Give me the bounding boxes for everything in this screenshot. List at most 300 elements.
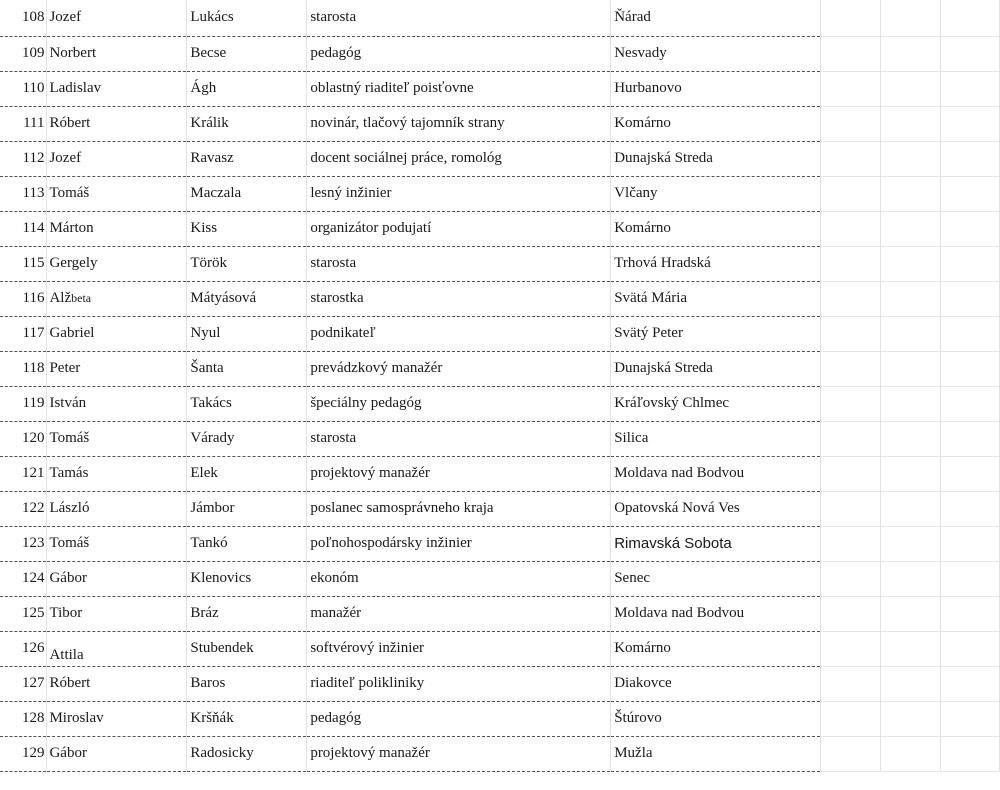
cell-surname-text: Tankó bbox=[190, 535, 228, 551]
empty-cell[interactable] bbox=[821, 211, 881, 246]
empty-cell[interactable] bbox=[941, 106, 1000, 141]
empty-cell[interactable] bbox=[941, 736, 1000, 771]
cell-surname-text: Mátyásová bbox=[190, 290, 257, 306]
cell-surname[interactable] bbox=[187, 701, 307, 736]
cell-given-name-text: Ladislav bbox=[49, 80, 102, 96]
empty-cell[interactable] bbox=[881, 666, 941, 701]
cell-occupation-text: docent sociálnej práce, romológ bbox=[310, 150, 502, 166]
cell-surname[interactable] bbox=[187, 666, 307, 701]
cell-given-name-text: Róbert bbox=[49, 675, 91, 691]
cell-given-name[interactable] bbox=[47, 736, 187, 771]
cell-town[interactable] bbox=[611, 106, 821, 141]
cell-number-text: 120 bbox=[21, 430, 45, 446]
cell-given-name[interactable] bbox=[47, 0, 187, 36]
cell-surname-text: Ágh bbox=[190, 80, 217, 96]
cell-town-text: Rimavská Sobota bbox=[614, 534, 732, 552]
cell-number-text: 116 bbox=[22, 290, 45, 306]
cell-town-text: Hurbanovo bbox=[614, 80, 682, 96]
cell-surname[interactable] bbox=[187, 141, 307, 176]
cell-town[interactable] bbox=[611, 491, 821, 526]
empty-cell[interactable] bbox=[881, 421, 941, 456]
cell-surname[interactable] bbox=[187, 0, 307, 36]
cell-number[interactable] bbox=[0, 71, 47, 106]
empty-cell[interactable] bbox=[821, 421, 881, 456]
cell-number-text: 119 bbox=[22, 395, 45, 411]
cell-number[interactable] bbox=[0, 631, 47, 666]
cell-occupation[interactable] bbox=[307, 421, 611, 456]
cell-occupation[interactable] bbox=[307, 106, 611, 141]
cell-surname[interactable] bbox=[187, 386, 307, 421]
table-row bbox=[0, 176, 1000, 211]
cell-surname-text: Klenovics bbox=[190, 570, 252, 586]
empty-cell[interactable] bbox=[941, 71, 1000, 106]
cell-occupation[interactable] bbox=[307, 666, 611, 701]
cell-occupation-text: starosta bbox=[310, 9, 357, 26]
cell-occupation-text: manažér bbox=[310, 605, 362, 621]
cell-number[interactable] bbox=[0, 701, 47, 736]
empty-cell[interactable] bbox=[821, 701, 881, 736]
cell-occupation-text: softvérový inžinier bbox=[310, 640, 425, 656]
cell-given-name-text: Attila bbox=[49, 647, 84, 663]
cell-number-text: 122 bbox=[21, 500, 45, 516]
cell-number[interactable] bbox=[0, 211, 47, 246]
table-row bbox=[0, 631, 1000, 666]
empty-cell[interactable] bbox=[941, 316, 1000, 351]
empty-cell[interactable] bbox=[881, 456, 941, 491]
cell-occupation-text: starostka bbox=[310, 290, 364, 306]
empty-cell[interactable] bbox=[821, 141, 881, 176]
cell-number-text: 124 bbox=[21, 570, 45, 586]
empty-cell[interactable] bbox=[881, 386, 941, 421]
cell-surname[interactable] bbox=[187, 351, 307, 386]
empty-cell[interactable] bbox=[821, 0, 881, 36]
empty-cell[interactable] bbox=[821, 281, 881, 316]
cell-occupation-text: starosta bbox=[310, 430, 357, 446]
cell-surname[interactable] bbox=[187, 281, 307, 316]
empty-cell[interactable] bbox=[881, 701, 941, 736]
empty-cell[interactable] bbox=[821, 386, 881, 421]
cell-occupation[interactable] bbox=[307, 211, 611, 246]
table-row bbox=[0, 36, 1000, 71]
empty-cell[interactable] bbox=[941, 36, 1000, 71]
table-row bbox=[0, 211, 1000, 246]
cell-town-text: Svätý Peter bbox=[614, 325, 683, 341]
cell-given-name-text: Gábor bbox=[49, 745, 87, 761]
cell-town-text: Opatovská Nová Ves bbox=[614, 500, 740, 516]
empty-cell[interactable] bbox=[821, 736, 881, 771]
cell-number[interactable] bbox=[0, 386, 47, 421]
empty-cell[interactable] bbox=[881, 246, 941, 281]
cell-number[interactable] bbox=[0, 106, 47, 141]
cell-town[interactable] bbox=[611, 0, 821, 36]
cell-given-name-text: Tibor bbox=[49, 605, 83, 621]
cell-number-text: 110 bbox=[22, 80, 45, 96]
empty-cell[interactable] bbox=[941, 386, 1000, 421]
cell-occupation[interactable] bbox=[307, 0, 611, 36]
cell-town-text: Moldava nad Bodvou bbox=[614, 465, 745, 481]
cell-number-text: 108 bbox=[21, 9, 45, 26]
cell-surname[interactable] bbox=[187, 36, 307, 71]
cell-given-name[interactable] bbox=[47, 666, 187, 701]
cell-town-text: Trhová Hradská bbox=[614, 255, 711, 271]
cell-town[interactable] bbox=[611, 666, 821, 701]
cell-occupation[interactable] bbox=[307, 36, 611, 71]
table-row bbox=[0, 0, 1000, 36]
cell-occupation-text: organizátor podujatí bbox=[310, 220, 432, 236]
cell-given-name[interactable] bbox=[47, 106, 187, 141]
cell-town[interactable] bbox=[611, 701, 821, 736]
cell-given-name-suffix: beta bbox=[71, 291, 92, 305]
cell-occupation-text: projektový manažér bbox=[310, 465, 430, 481]
cell-occupation-text: podnikateľ bbox=[310, 325, 376, 341]
cell-occupation-text: pedagóg bbox=[310, 710, 362, 726]
empty-cell[interactable] bbox=[881, 0, 941, 36]
cell-town-text: Svätá Mária bbox=[614, 290, 688, 306]
cell-surname-text: Takács bbox=[190, 395, 232, 411]
cell-occupation[interactable] bbox=[307, 456, 611, 491]
cell-town-text: Komárno bbox=[614, 115, 671, 131]
empty-cell[interactable] bbox=[881, 526, 941, 561]
empty-cell[interactable] bbox=[941, 666, 1000, 701]
cell-number[interactable] bbox=[0, 36, 47, 71]
cell-surname-text: Nyul bbox=[190, 325, 221, 341]
empty-cell[interactable] bbox=[941, 141, 1000, 176]
cell-given-name-text: Gábor bbox=[49, 570, 87, 586]
cell-town[interactable] bbox=[611, 596, 821, 631]
cell-occupation[interactable] bbox=[307, 701, 611, 736]
empty-cell[interactable] bbox=[881, 36, 941, 71]
cell-town[interactable] bbox=[611, 71, 821, 106]
cell-occupation-text: ekonóm bbox=[310, 570, 359, 586]
cell-given-name-text: Peter bbox=[49, 360, 81, 376]
cell-town[interactable] bbox=[611, 526, 821, 561]
cell-number[interactable] bbox=[0, 141, 47, 176]
cell-number-text: 126 bbox=[21, 640, 45, 656]
cell-given-name[interactable] bbox=[47, 351, 187, 386]
cell-number-text: 125 bbox=[21, 605, 45, 621]
empty-cell[interactable] bbox=[821, 71, 881, 106]
cell-occupation-text: špeciálny pedagóg bbox=[310, 395, 422, 411]
cell-town[interactable] bbox=[611, 246, 821, 281]
cell-given-name[interactable] bbox=[47, 141, 187, 176]
cell-surname[interactable] bbox=[187, 211, 307, 246]
cell-given-name-text: Tomáš bbox=[49, 535, 90, 551]
cell-given-name[interactable] bbox=[47, 596, 187, 631]
cell-surname-text: Radosicky bbox=[190, 745, 254, 761]
cell-given-name[interactable] bbox=[47, 176, 187, 211]
empty-cell[interactable] bbox=[881, 491, 941, 526]
cell-given-name-text: László bbox=[49, 500, 90, 516]
empty-cell[interactable] bbox=[821, 106, 881, 141]
cell-number[interactable] bbox=[0, 666, 47, 701]
cell-number[interactable] bbox=[0, 316, 47, 351]
table-row bbox=[0, 141, 1000, 176]
empty-cell[interactable] bbox=[881, 596, 941, 631]
empty-cell[interactable] bbox=[941, 176, 1000, 211]
empty-cell[interactable] bbox=[821, 561, 881, 596]
table-row bbox=[0, 491, 1000, 526]
cell-surname-text: Šanta bbox=[190, 360, 224, 376]
empty-cell[interactable] bbox=[881, 281, 941, 316]
empty-cell[interactable] bbox=[941, 246, 1000, 281]
cell-given-name-text: Gergely bbox=[49, 255, 98, 271]
cell-town-text: Dunajská Streda bbox=[614, 360, 713, 376]
cell-given-name[interactable] bbox=[47, 281, 187, 316]
cell-number-text: 123 bbox=[21, 535, 45, 551]
cell-occupation[interactable] bbox=[307, 71, 611, 106]
cell-occupation[interactable] bbox=[307, 491, 611, 526]
cell-town-text: Komárno bbox=[614, 640, 671, 656]
empty-cell[interactable] bbox=[941, 351, 1000, 386]
cell-given-name[interactable] bbox=[47, 386, 187, 421]
cell-number[interactable] bbox=[0, 456, 47, 491]
cell-number-text: 129 bbox=[21, 745, 45, 761]
table-row bbox=[0, 701, 1000, 736]
cell-town-text: Štúrovo bbox=[614, 710, 662, 726]
empty-cell[interactable] bbox=[821, 456, 881, 491]
cell-town-text: Vlčany bbox=[614, 185, 658, 201]
cell-town[interactable] bbox=[611, 631, 821, 666]
empty-cell[interactable] bbox=[821, 351, 881, 386]
cell-given-name-text: Jozef bbox=[49, 150, 82, 166]
cell-given-name-text: Gabriel bbox=[49, 325, 95, 341]
cell-occupation[interactable] bbox=[307, 351, 611, 386]
cell-surname-text: Baros bbox=[190, 675, 226, 691]
cell-town[interactable] bbox=[611, 36, 821, 71]
cell-number[interactable] bbox=[0, 491, 47, 526]
cell-town[interactable] bbox=[611, 736, 821, 771]
cell-given-name[interactable] bbox=[47, 36, 187, 71]
cell-surname-text: Stubendek bbox=[190, 640, 254, 656]
empty-cell[interactable] bbox=[881, 316, 941, 351]
cell-given-name[interactable] bbox=[47, 631, 187, 666]
cell-surname[interactable] bbox=[187, 596, 307, 631]
cell-surname-text: Lukács bbox=[190, 9, 234, 26]
cell-occupation-text: oblastný riaditeľ poisťovne bbox=[310, 80, 474, 96]
empty-cell[interactable] bbox=[821, 596, 881, 631]
cell-town[interactable] bbox=[611, 316, 821, 351]
cell-surname-text: Török bbox=[190, 255, 228, 271]
cell-number[interactable] bbox=[0, 0, 47, 36]
cell-occupation[interactable] bbox=[307, 281, 611, 316]
cell-occupation[interactable] bbox=[307, 246, 611, 281]
cell-surname[interactable] bbox=[187, 246, 307, 281]
table-row bbox=[0, 246, 1000, 281]
cell-town-text: Ňárad bbox=[614, 9, 651, 26]
cell-surname-text: Kršňák bbox=[190, 710, 234, 726]
empty-cell[interactable] bbox=[821, 316, 881, 351]
cell-occupation[interactable] bbox=[307, 386, 611, 421]
empty-cell[interactable] bbox=[881, 351, 941, 386]
empty-cell[interactable] bbox=[821, 631, 881, 666]
empty-cell[interactable] bbox=[941, 211, 1000, 246]
cell-surname[interactable] bbox=[187, 526, 307, 561]
empty-cell[interactable] bbox=[881, 141, 941, 176]
empty-cell[interactable] bbox=[821, 176, 881, 211]
empty-cell[interactable] bbox=[941, 596, 1000, 631]
table-row bbox=[0, 596, 1000, 631]
cell-occupation[interactable] bbox=[307, 141, 611, 176]
cell-town[interactable] bbox=[611, 211, 821, 246]
table-row bbox=[0, 281, 1000, 316]
cell-given-name[interactable] bbox=[47, 561, 187, 596]
cell-town-text: Moldava nad Bodvou bbox=[614, 605, 745, 621]
empty-cell[interactable] bbox=[821, 666, 881, 701]
cell-surname[interactable] bbox=[187, 631, 307, 666]
cell-occupation-text: starosta bbox=[310, 255, 357, 271]
cell-number[interactable] bbox=[0, 526, 47, 561]
cell-town-text: Senec bbox=[614, 570, 651, 586]
cell-surname[interactable] bbox=[187, 71, 307, 106]
table-row bbox=[0, 666, 1000, 701]
empty-cell[interactable] bbox=[881, 631, 941, 666]
cell-town-text: Kráľovský Chlmec bbox=[614, 395, 730, 411]
cell-occupation-text: projektový manažér bbox=[310, 745, 430, 761]
empty-cell[interactable] bbox=[941, 701, 1000, 736]
cell-occupation-text: poľnohospodársky inžinier bbox=[310, 535, 472, 551]
empty-cell[interactable] bbox=[881, 211, 941, 246]
table-row bbox=[0, 421, 1000, 456]
empty-cell[interactable] bbox=[941, 281, 1000, 316]
cell-surname-text: Králik bbox=[190, 115, 229, 131]
cell-occupation-text: lesný inžinier bbox=[310, 185, 392, 201]
cell-number[interactable] bbox=[0, 351, 47, 386]
cell-surname-text: Maczala bbox=[190, 185, 242, 201]
empty-cell[interactable] bbox=[881, 71, 941, 106]
table-row bbox=[0, 106, 1000, 141]
cell-number-text: 111 bbox=[23, 115, 45, 131]
cell-town[interactable] bbox=[611, 281, 821, 316]
cell-number[interactable] bbox=[0, 176, 47, 211]
cell-occupation[interactable] bbox=[307, 561, 611, 596]
cell-surname[interactable] bbox=[187, 456, 307, 491]
cell-given-name[interactable] bbox=[47, 421, 187, 456]
empty-cell[interactable] bbox=[821, 246, 881, 281]
cell-town-text: Nesvady bbox=[614, 45, 667, 61]
empty-cell[interactable] bbox=[821, 491, 881, 526]
cell-town-text: Diakovce bbox=[614, 675, 672, 691]
cell-town-text: Komárno bbox=[614, 220, 671, 236]
cell-number-text: 117 bbox=[22, 325, 45, 341]
cell-given-name-text: Róbert bbox=[49, 115, 91, 131]
cell-occupation[interactable] bbox=[307, 526, 611, 561]
cell-town-text: Silica bbox=[614, 430, 649, 446]
cell-number[interactable] bbox=[0, 246, 47, 281]
cell-given-name-text: István bbox=[49, 395, 87, 411]
cell-given-name-text: Norbert bbox=[49, 45, 97, 61]
cell-surname-text: Kiss bbox=[190, 220, 218, 236]
cell-number-text: 114 bbox=[22, 220, 45, 236]
cell-given-name[interactable] bbox=[47, 211, 187, 246]
cell-surname-text: Becse bbox=[190, 45, 227, 61]
cell-number[interactable] bbox=[0, 736, 47, 771]
cell-occupation-text: prevádzkový manažér bbox=[310, 360, 443, 376]
cell-surname-text: Bráz bbox=[190, 605, 219, 621]
cell-surname-text: Ravasz bbox=[190, 150, 234, 166]
empty-cell[interactable] bbox=[941, 456, 1000, 491]
cell-occupation[interactable] bbox=[307, 736, 611, 771]
cell-occupation[interactable] bbox=[307, 176, 611, 211]
cell-given-name[interactable] bbox=[47, 526, 187, 561]
empty-cell[interactable] bbox=[941, 561, 1000, 596]
cell-occupation-text: novinár, tlačový tajomník strany bbox=[310, 115, 505, 131]
cell-surname[interactable] bbox=[187, 106, 307, 141]
table-row bbox=[0, 71, 1000, 106]
cell-number[interactable] bbox=[0, 561, 47, 596]
cell-given-name[interactable] bbox=[47, 246, 187, 281]
empty-cell[interactable] bbox=[881, 176, 941, 211]
cell-number[interactable] bbox=[0, 281, 47, 316]
cell-number-text: 113 bbox=[22, 185, 45, 201]
cell-surname[interactable] bbox=[187, 316, 307, 351]
cell-given-name-text: Tamás bbox=[49, 465, 89, 481]
cell-given-name[interactable] bbox=[47, 701, 187, 736]
table-row bbox=[0, 351, 1000, 386]
cell-surname[interactable] bbox=[187, 491, 307, 526]
cell-given-name[interactable] bbox=[47, 71, 187, 106]
cell-number-text: 112 bbox=[22, 150, 45, 166]
cell-number-text: 127 bbox=[21, 675, 45, 691]
cell-surname[interactable] bbox=[187, 421, 307, 456]
cell-surname[interactable] bbox=[187, 736, 307, 771]
empty-cell[interactable] bbox=[941, 421, 1000, 456]
cell-town[interactable] bbox=[611, 141, 821, 176]
cell-number-text: 121 bbox=[21, 465, 45, 481]
cell-town[interactable] bbox=[611, 456, 821, 491]
empty-cell[interactable] bbox=[881, 561, 941, 596]
cell-surname-text: Elek bbox=[190, 465, 218, 481]
cell-occupation[interactable] bbox=[307, 596, 611, 631]
cell-town[interactable] bbox=[611, 351, 821, 386]
empty-cell[interactable] bbox=[941, 631, 1000, 666]
cell-number[interactable] bbox=[0, 596, 47, 631]
empty-cell[interactable] bbox=[881, 106, 941, 141]
empty-cell[interactable] bbox=[941, 491, 1000, 526]
cell-occupation[interactable] bbox=[307, 316, 611, 351]
cell-number[interactable] bbox=[0, 421, 47, 456]
cell-town[interactable] bbox=[611, 561, 821, 596]
cell-given-name[interactable] bbox=[47, 316, 187, 351]
cell-occupation-text: poslanec samosprávneho kraja bbox=[310, 500, 494, 516]
cell-given-name-text: Alž bbox=[49, 290, 72, 306]
cell-town[interactable] bbox=[611, 421, 821, 456]
cell-number-text: 109 bbox=[21, 45, 45, 61]
cell-surname[interactable] bbox=[187, 561, 307, 596]
cell-town-text: Mužla bbox=[614, 745, 653, 761]
cell-number-text: 128 bbox=[21, 710, 45, 726]
empty-cell[interactable] bbox=[941, 0, 1000, 36]
cell-town[interactable] bbox=[611, 386, 821, 421]
empty-cell[interactable] bbox=[821, 526, 881, 561]
cell-occupation-text: pedagóg bbox=[310, 45, 362, 61]
cell-town[interactable] bbox=[611, 176, 821, 211]
table-row bbox=[0, 456, 1000, 491]
cell-given-name[interactable] bbox=[47, 491, 187, 526]
cell-occupation-text: riaditeľ polikliniky bbox=[310, 675, 425, 691]
cell-number-text: 118 bbox=[22, 360, 45, 376]
table-row bbox=[0, 316, 1000, 351]
empty-cell[interactable] bbox=[881, 736, 941, 771]
cell-given-name[interactable] bbox=[47, 456, 187, 491]
empty-cell[interactable] bbox=[941, 526, 1000, 561]
table-row bbox=[0, 561, 1000, 596]
table-row bbox=[0, 526, 1000, 561]
cell-given-name-text: Márton bbox=[49, 220, 94, 236]
empty-cell[interactable] bbox=[821, 36, 881, 71]
cell-surname[interactable] bbox=[187, 176, 307, 211]
cell-surname-text: Jámbor bbox=[190, 500, 235, 516]
cell-occupation[interactable] bbox=[307, 631, 611, 666]
